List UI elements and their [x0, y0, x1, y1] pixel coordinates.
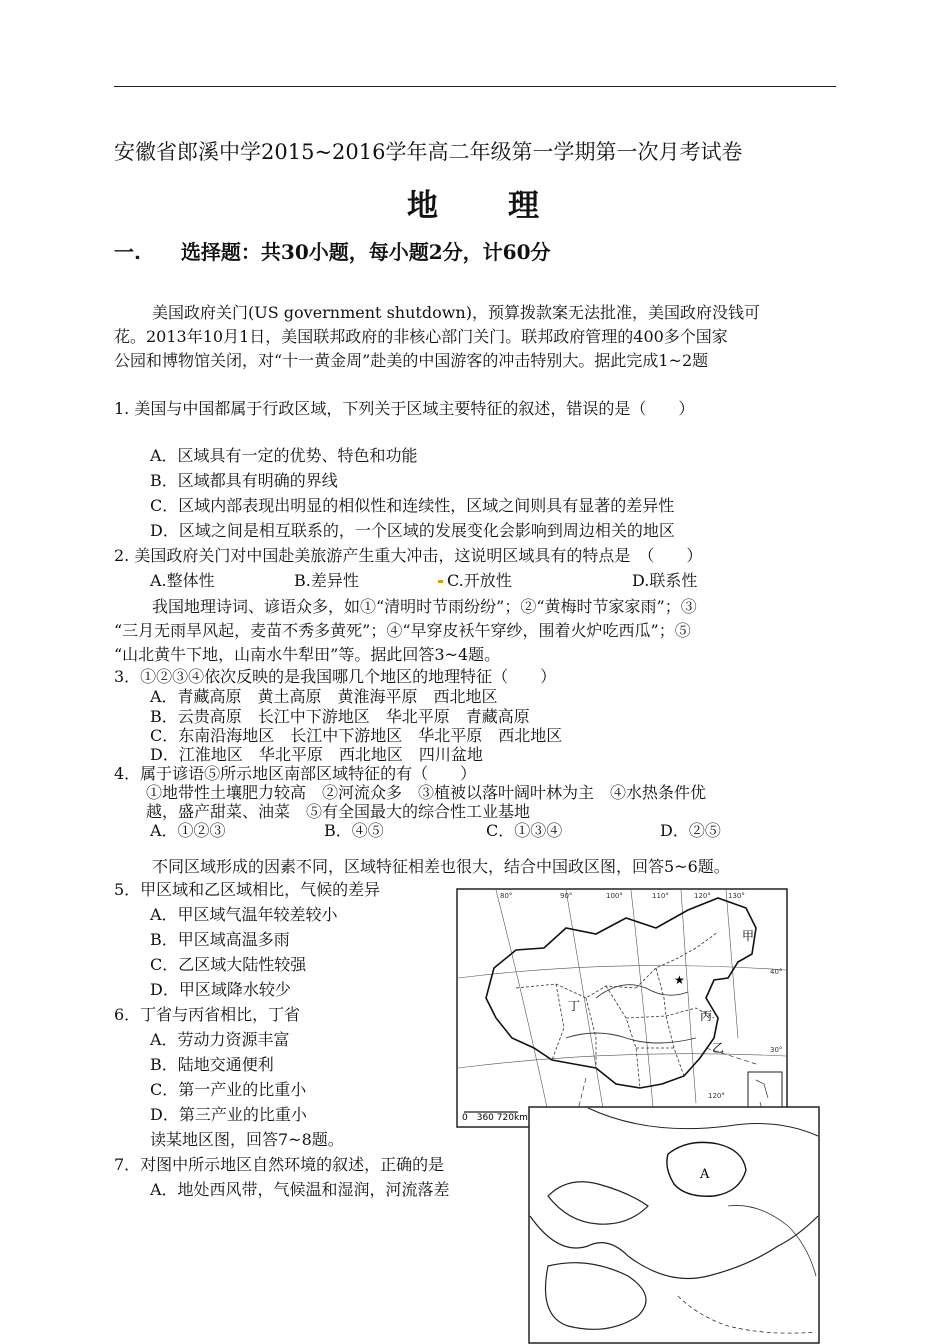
passage2-line2: “三月无雨旱风起，麦苗不秀多黄死”；④“早穿皮袄午穿纱，围着火炉吃西瓜”；⑤ — [114, 621, 691, 640]
q2-stem: 2. 美国政府关门对中国赴美旅游产生重大冲击，这说明区域具有的特点是 （ ） — [114, 546, 703, 565]
passage2-line3: “山北黄牛下地，山南水牛犁田”等。据此回答3~4题。 — [114, 645, 501, 664]
map1-lon-90: 90° — [560, 892, 573, 900]
top-rule — [114, 86, 836, 87]
q2-option-c — [438, 568, 512, 591]
passage3: 不同区域形成的因素不同，区域特征相差也很大，结合中国政区图，回答5~6题。 — [152, 857, 730, 876]
map1-scale-label: 0 360 720km — [462, 1113, 528, 1123]
passage1-line1: 美国政府关门(US government shutdown)，预算拨款案无法批准，美国政府没钱可 — [152, 303, 760, 322]
q2-option-a: A.整体性 — [150, 571, 215, 590]
q5-option-c: C．乙区域大陆性较强 — [150, 955, 307, 974]
passage2-line1: 我国地理诗词、谚语众多，如①“清明时节雨纷纷”；②“黄梅时节家家雨”；③ — [152, 597, 697, 616]
passage1-line3: 公园和博物馆关闭，对“十一黄金周”赴美的中国游客的冲击特别大。据此完成1~2题 — [114, 351, 709, 370]
q5-option-b: B．甲区域高温多雨 — [150, 930, 290, 949]
q1-option-d: D．区域之间是相互联系的，一个区域的发展变化会影响到周边相关的地区 — [150, 521, 675, 540]
passage1-line2: 花。2013年10月1日，美国联邦政府的非核心部门关门。联邦政府管理的400多个国家 — [114, 327, 728, 346]
map1-lon-80: 80° — [500, 892, 513, 900]
q3-option-a: A．青藏高原 黄土高原 黄淮海平原 西北地区 — [150, 687, 498, 706]
q5-stem: 5．甲区域和乙区域相比，气候的差异 — [114, 880, 381, 899]
q2-option-d: D.联系性 — [632, 571, 698, 590]
map1-label-jia: 甲 — [742, 929, 755, 943]
q1-stem: 1. 美国与中国都属于行政区域，下列关于区域主要特征的叙述，错误的是（ ） — [114, 399, 695, 418]
q3-option-c: C．东南沿海地区 长江中下游地区 华北平原 西北地区 — [150, 726, 563, 745]
q7-stem: 7．对图中所示地区自然环境的叙述，正确的是 — [114, 1155, 445, 1174]
map1-label-bing: 丙 — [700, 1009, 713, 1023]
q3-stem: 3．①②③④依次反映的是我国哪几个地区的地理特征（ ） — [114, 667, 557, 686]
section-title: 选择题：共30小题，每小题2分，计60分 — [180, 240, 551, 264]
map1-lat-30: 30° — [770, 1046, 783, 1054]
china-political-map — [456, 888, 788, 1128]
map1-lon-120: 120° — [694, 892, 711, 900]
q4-option-a: A．①②③ — [150, 821, 226, 840]
q6-option-b: B．陆地交通便利 — [150, 1055, 274, 1074]
q7-option-a: A．地处西风带，气候温和湿润，河流落差 — [150, 1180, 450, 1199]
section-heading — [114, 236, 551, 265]
exam-title: 安徽省郎溪中学2015~2016学年高二年级第一学期第一次月考试卷 — [114, 140, 743, 164]
q4-items-line1: ①地带性土壤肥力较高 ②河流众多 ③植被以落叶阔叶林为主 ④水热条件优 — [146, 783, 707, 802]
q6-option-a: A．劳动力资源丰富 — [150, 1030, 290, 1049]
region-map — [528, 1106, 820, 1344]
q4-items-line2: 越，盛产甜菜、油菜 ⑤有全国最大的综合性工业基地 — [146, 802, 531, 821]
map1-frame — [457, 889, 787, 1127]
map1-lon-110: 110° — [652, 892, 669, 900]
q2-option-b: B.差异性 — [294, 571, 359, 590]
q5-option-a: A．甲区域气温年较差较小 — [150, 905, 338, 924]
q1-option-b: B．区域都具有明确的界线 — [150, 471, 338, 490]
map1-lon-130: 130° — [728, 892, 745, 900]
q6-option-c: C．第一产业的比重小 — [150, 1080, 307, 1099]
q6-stem: 6．丁省与丙省相比，丁省 — [114, 1005, 301, 1024]
marker-dot — [438, 580, 443, 583]
q1-option-c: C．区域内部表现出明显的相似性和连续性，区域之间则具有显著的差异性 — [150, 496, 675, 515]
q2-option-c-text: C.开放性 — [447, 571, 512, 590]
subject-title: 地理 — [407, 188, 609, 224]
passage4: 读某地区图，回答7~8题。 — [150, 1130, 344, 1149]
section-number: 一. — [114, 240, 141, 264]
q4-option-d: D．②⑤ — [660, 821, 721, 840]
q4-option-b: B．④⑤ — [324, 821, 384, 840]
map1-lat-40: 40° — [770, 968, 783, 976]
map1-lon-120-bottom: 120° — [708, 1092, 725, 1100]
q4-option-c: C．①③④ — [486, 821, 563, 840]
q4-stem: 4．属于谚语⑤所示地区南部区域特征的有（ ） — [114, 764, 477, 783]
q5-option-d: D．甲区域降水较少 — [150, 980, 291, 999]
q3-option-b: B．云贵高原 长江中下游地区 华北平原 青藏高原 — [150, 707, 530, 726]
map1-label-yi: 乙 — [712, 1041, 725, 1055]
map1-label-ding: 丁 — [568, 999, 581, 1013]
q1-option-a: A．区域具有一定的优势、特色和功能 — [150, 446, 418, 465]
q3-option-d: D．江淮地区 华北平原 西北地区 四川盆地 — [150, 745, 483, 764]
map2-label-a: A — [700, 1167, 710, 1182]
map1-lon-100: 100° — [606, 892, 623, 900]
map1-capital-star: ★ — [674, 973, 685, 987]
q6-option-d: D．第三产业的比重小 — [150, 1105, 307, 1124]
